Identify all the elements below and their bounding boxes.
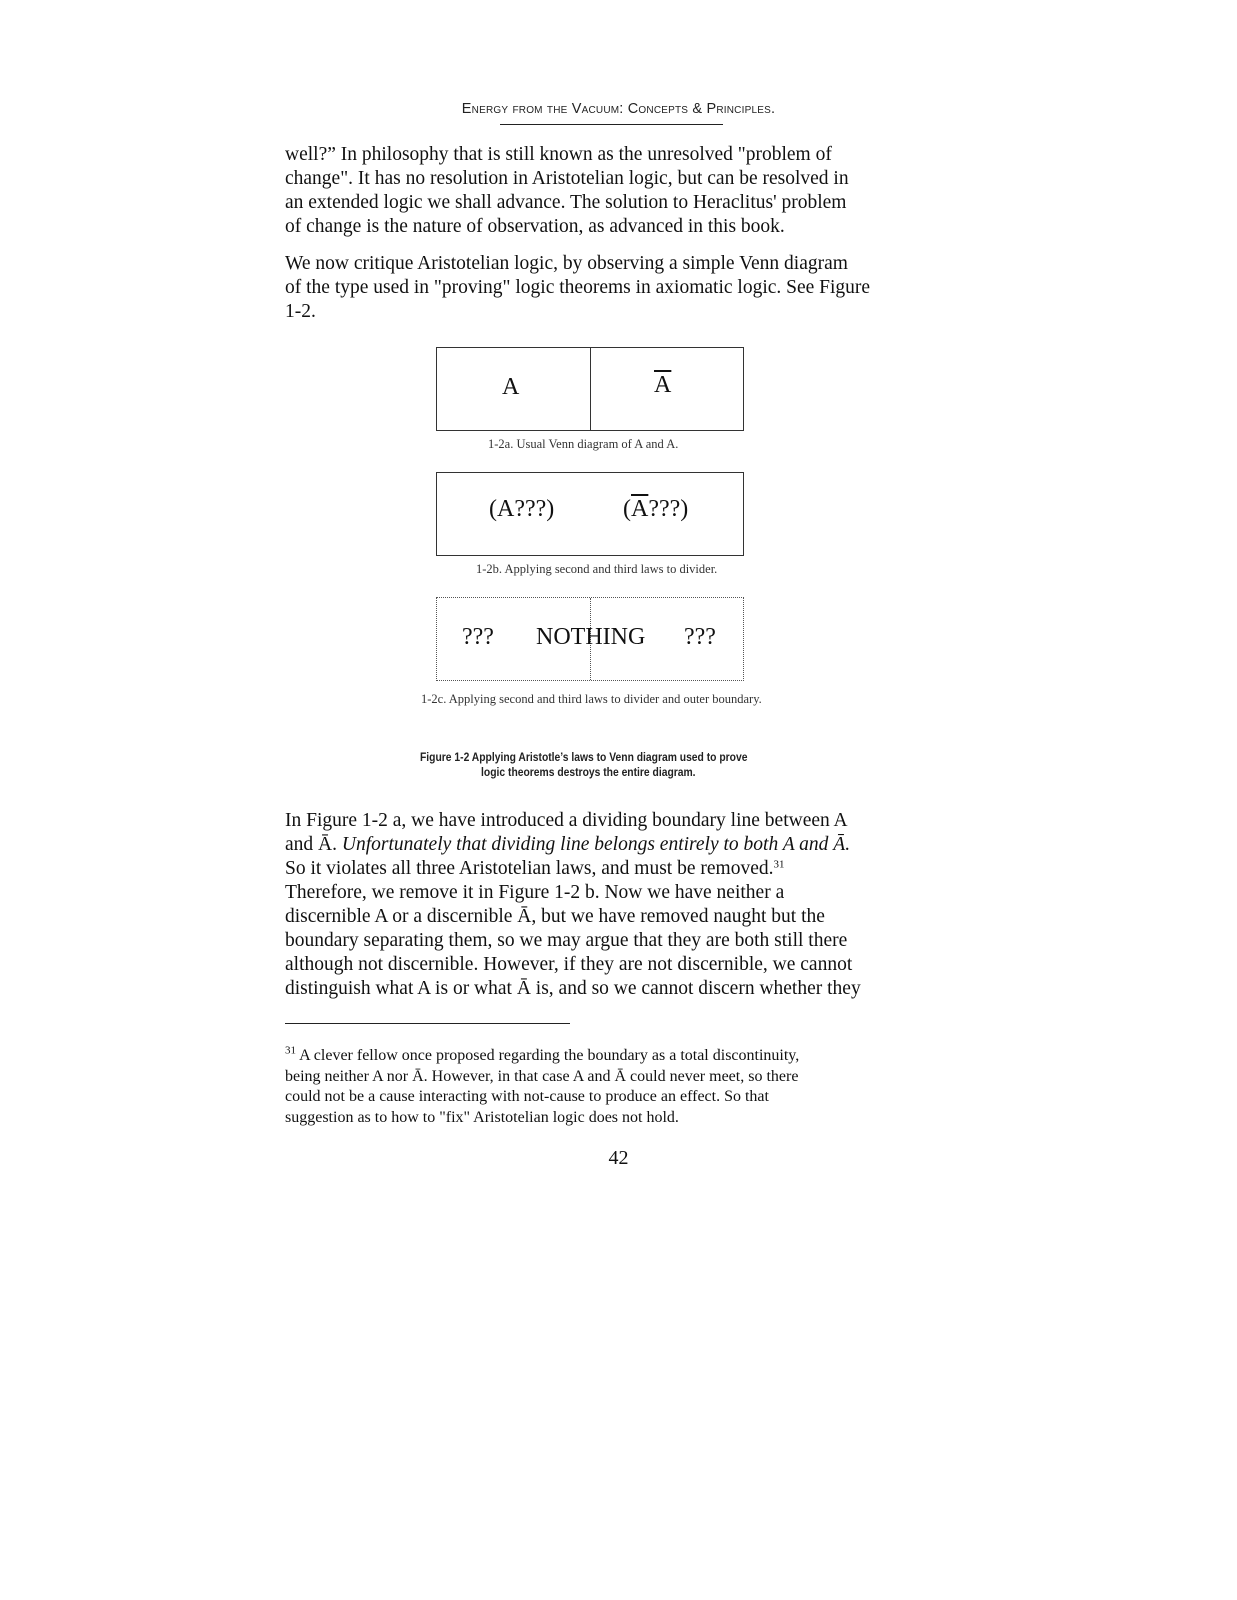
running-header bbox=[0, 100, 1237, 118]
venn-box-c bbox=[436, 597, 744, 681]
footnote-separator bbox=[285, 1023, 570, 1024]
label-not-a: $\overline{A}$ bbox=[654, 372, 672, 398]
footnote-ref: 31 bbox=[773, 858, 785, 871]
text-line: So it violates all three Aristotelian laws, and must be removed.$^{31}$ bbox=[285, 858, 785, 879]
text-line: well?” In philosophy that is still known as the unresolved "problem of bbox=[285, 144, 832, 165]
footnote-line: could not be a cause interacting with not-cause to produce an effect. So that bbox=[285, 1088, 769, 1105]
text-line: of the type used in "proving" logic theorems in axiomatic logic. See Figure bbox=[285, 277, 871, 298]
label-unknown-right: ??? bbox=[684, 624, 716, 650]
running-title: Energy from the Vacuum: Concepts & Principles. bbox=[461, 101, 776, 117]
label-a-unknown: (A???) bbox=[489, 496, 555, 522]
venn-box-a bbox=[436, 347, 744, 431]
text-line: distinguish what A is or what Ā is, and so we cannot discern whether they bbox=[285, 978, 861, 999]
footnote-line: $^{31}$ A clever fellow once proposed regarding the boundary as a total discontinuity, bbox=[285, 1044, 800, 1064]
text-line: although not discernible. However, if they are not discernible, we cannot bbox=[285, 954, 853, 975]
caption-1-2a: 1-2a. Usual Venn diagram of A and A. bbox=[488, 437, 679, 451]
text-line: discernible A or a discernible Ā, but we have removed naught but the bbox=[285, 906, 825, 927]
label-unknown-left: ??? bbox=[462, 624, 494, 650]
text-line: an extended logic we shall advance. The solution to Heraclitus' problem bbox=[285, 192, 847, 213]
label-a: A bbox=[502, 374, 520, 400]
footnote-number: 31 bbox=[285, 1044, 296, 1057]
text-line: and Ā. Unfortunately that dividing line belongs entirely to both A and Ā. bbox=[285, 834, 851, 855]
caption-1-2c: 1-2c. Applying second and third laws to divider and outer boundary. bbox=[421, 692, 762, 706]
text-line: Therefore, we remove it in Figure 1-2 b. Now we have neither a bbox=[285, 882, 785, 903]
label-not-a-unknown: $(\overline{A}???)$ bbox=[623, 496, 689, 522]
text-line: 1-2. bbox=[285, 301, 316, 322]
venn-box-b bbox=[436, 472, 744, 556]
footnote-line: suggestion as to how to "fix" Aristotelian logic does not hold. bbox=[285, 1108, 679, 1126]
text-line: boundary separating them, so we may argue that they are both still there bbox=[285, 930, 848, 951]
venn-divider bbox=[590, 348, 591, 430]
figure-title-line-1: Figure 1-2 Applying Aristotle’s laws to Venn diagram used to prove bbox=[420, 750, 748, 764]
figure-title bbox=[420, 750, 747, 780]
figure-title-line-2: logic theorems destroys the entire diagram. bbox=[481, 765, 696, 779]
footnote-31 bbox=[285, 1046, 945, 1128]
page-number: 42 bbox=[608, 1147, 629, 1169]
paragraph-3 bbox=[285, 809, 935, 1001]
text-line: of change is the nature of observation, as advanced in this book. bbox=[285, 216, 785, 237]
paragraph-1 bbox=[285, 143, 935, 239]
text-line: We now critique Aristotelian logic, by observing a simple Venn diagram bbox=[285, 253, 848, 274]
footnote-line: being neither A nor Ā. However, in that case A and Ā could never meet, so there bbox=[285, 1067, 799, 1085]
header-rule bbox=[500, 124, 723, 125]
text-line: change". It has no resolution in Aristotelian logic, but can be resolved in bbox=[285, 168, 849, 189]
label-nothing: NOTHING bbox=[536, 624, 646, 650]
text-line: In Figure 1-2 a, we have introduced a dividing boundary line between A bbox=[285, 810, 848, 831]
paragraph-2 bbox=[285, 252, 935, 324]
caption-1-2b: 1-2b. Applying second and third laws to divider. bbox=[476, 562, 718, 576]
italic-emphasis: Unfortunately that dividing line belongs entirely to both A and Ā. bbox=[341, 834, 851, 855]
